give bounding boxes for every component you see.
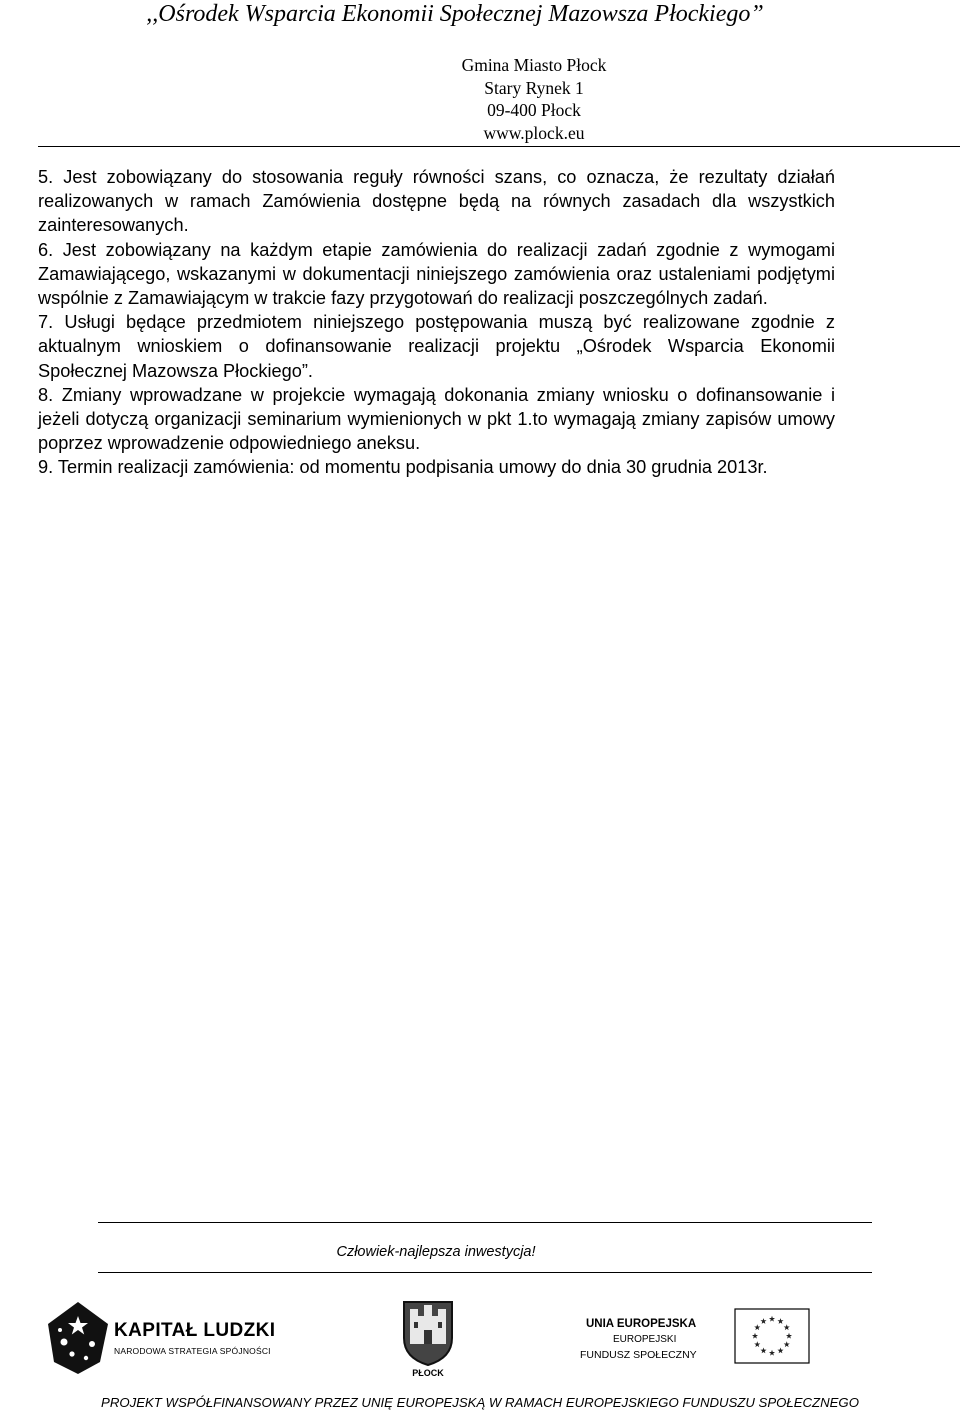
plock-logo xyxy=(402,1300,454,1382)
eu-title: UNIA EUROPEJSKA xyxy=(586,1318,697,1330)
paragraph-6: 6. Jest zobowiązany na każdym etapie zamówienia do realizacji zadań zgodnie z wymogami Zamawiającego, wskazanymi w dokumentacji niniejszego zamówienia oraz ustaleniami podjętymi wspólnie z Zamawiającym w trakcie fazy przygotowań do realizacji poszczególnych zadań. xyxy=(38,239,835,309)
paragraph-5: 5. Jest zobowiązany do stosowania reguły równości szans, co oznacza, że rezultaty działań realizowanych w ramach Zamówienia dostępne będą na równych zasadach dla wszystkich zainteresowanych. xyxy=(38,167,835,236)
kapital-ludzki-title: KAPITAŁ LUDZKI xyxy=(114,1320,276,1341)
paragraph-7: 7. Usługi będące przedmiotem niniejszego postępowania muszą być realizowane zgodnie z aktualnym wnioskiem o dofinansowanie realizacji projektu „Ośrodek Wsparcia Ekonomii Społecznej Mazowsza Płockiego”. xyxy=(38,312,835,381)
footer-project-line: PROJEKT WSPÓŁFINANSOWANY PRZEZ UNIĘ EUROPEJSKĄ W RAMACH EUROPEJSKIEGO FUNDUSZU SPOŁECZNEGO xyxy=(101,1395,859,1410)
eu-flag-icon xyxy=(734,1308,810,1364)
footer-divider-top xyxy=(98,1222,872,1223)
header-divider xyxy=(38,146,960,147)
kapital-ludzki-logo xyxy=(48,1302,288,1374)
paragraph-8: 8. Zmiany wprowadzane w projekcie wymagają dokonania zmiany wniosku o dofinansowanie i jeżeli dotyczą organizacji seminarium wymienionych w pkt 1.to wymagają zmiany zapisów umowy poprzez wprowadzenie odpowiedniego aneksu. xyxy=(38,384,835,454)
plock-coat-of-arms-icon xyxy=(402,1300,454,1366)
footer-slogan: Człowiek-najlepsza inwestycja! xyxy=(336,1244,536,1260)
footer-divider-bottom xyxy=(98,1272,872,1273)
address-block xyxy=(440,54,628,144)
eu-esf-logo xyxy=(580,1306,812,1366)
address-line: 09-400 Płock xyxy=(487,100,581,120)
document-body xyxy=(38,165,835,480)
kapital-ludzki-emblem-icon xyxy=(48,1302,108,1374)
address-line: Gmina Miasto Płock xyxy=(461,55,607,75)
eu-subtitle: EUROPEJSKI xyxy=(613,1334,677,1345)
eu-fund-name: FUNDUSZ SPOŁECZNY xyxy=(580,1349,697,1361)
address-line: Stary Rynek 1 xyxy=(484,77,584,98)
paragraph-9: 9. Termin realizacji zamówienia: od momentu podpisania umowy do dnia 30 grudnia 2013r. xyxy=(38,457,768,478)
plock-caption: PŁOCK xyxy=(412,1368,444,1378)
document-header-title: ,,Ośrodek Wsparcia Ekonomii Społecznej Mazowsza Płockiego” xyxy=(146,1,764,27)
address-website: www.plock.eu xyxy=(483,122,585,143)
kapital-ludzki-subtitle: NARODOWA STRATEGIA SPÓJNOŚCI xyxy=(114,1346,271,1356)
